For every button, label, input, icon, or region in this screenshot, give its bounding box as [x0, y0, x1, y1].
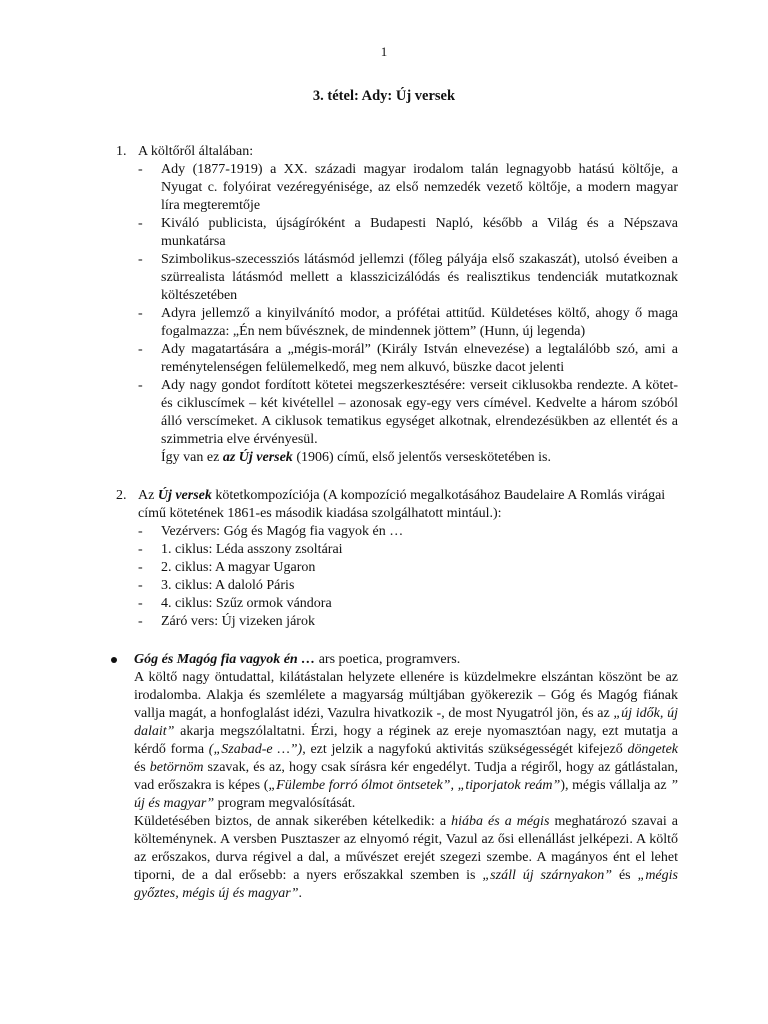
text-run: , ezt jelzik a nagyfokú aktivitás szükségességét kifejező	[302, 742, 628, 757]
text-run: .	[298, 886, 302, 901]
cycle-list	[116, 523, 678, 631]
list-item: - Ady magatartására a „mégis-morál” (Király István elnevezése) a legtalálóbb szó, ami a reménytelenségen felülemelkedő, meg nem alkuvó, büszke dacot jelenti	[116, 341, 678, 377]
italic-quote: „mégis győztes, mégis új és magyar”	[134, 868, 678, 901]
section-composition	[116, 487, 678, 631]
text-run: meghatározó szavai a költeménynek. A versben Pusztaszer az elnyomó régit, Vazul az ősi ellenállást jelképezi. A költő az erőszakos, durva régivel a dal, a művészet erejét szegezi szembe. A magányos ént el lehet tiporni, de a dal erősebb: a nyers erőszakkal szemben is	[134, 814, 678, 883]
italic-quote: betörnöm	[149, 760, 204, 775]
list-item: - Adyra jellemző a kinyilvánító modor, a prófétai attitűd. Küldetéses költő, ahogy ő maga fogalmazza: „Én nem bűvésznek, de mindennek jöttem” (Hunn, új legenda)	[116, 305, 678, 341]
page-number: 1	[380, 44, 388, 59]
list-item: - 4. ciklus: Szűz ormok vándora	[116, 595, 678, 613]
section-heading	[116, 487, 678, 523]
list-item: - Vezérvers: Góg és Magóg fia vagyok én …	[116, 523, 678, 541]
italic-quote: ” új és magyar”	[134, 778, 679, 811]
italic-quote: („Szabad-e …”)	[208, 742, 303, 757]
text-run: A költő nagy öntudattal, kilátástalan helyzete ellenére is küzdelmekre elszántan köszönt be az irodalomba. Alakja és szemlélete a magyarság múltjában gyökerezik – Góg és Magóg fiának vallja magát, a honfoglalást idézi, Vazulra hivatkozik -, de most Nyugatról jön, és az	[134, 670, 678, 721]
text-run: és	[134, 760, 150, 775]
italic-quote: „száll új szárnyakon”	[482, 868, 613, 883]
list-item: - 1. ciklus: Léda asszony zsoltárai	[116, 541, 678, 559]
section-heading	[116, 143, 678, 161]
section-heading-text: A költőről általában:	[138, 144, 254, 159]
section-number: 1.	[116, 144, 127, 159]
poem-title: Góg és Magóg fia vagyok én …	[134, 652, 316, 667]
italic-quote: döngetek	[627, 742, 678, 757]
analysis-paragraph	[111, 813, 678, 903]
book-title: Új versek	[157, 488, 212, 503]
dash-list	[116, 161, 678, 449]
poem-title-suffix: ars poetica, programvers.	[315, 652, 461, 667]
text-run: akarja megszólaltatni. Érzi, hogy a réginek az ereje nyomasztóan nagy, ezt mutatja a kérdő forma	[134, 724, 678, 757]
text-run: Az	[138, 488, 158, 503]
section-poem-analysis	[111, 651, 678, 903]
text-run: Így van ez	[161, 450, 223, 465]
book-title: az Új versek	[222, 450, 293, 465]
text-run: kötetkompozíciója (A kompozíció megalkotásához Baudelaire A Romlás virágai című kötetének 1861-es második kiadása szolgálhatott mintául.):	[138, 488, 666, 521]
bullet-icon	[111, 657, 117, 663]
analysis-paragraph	[111, 669, 678, 813]
text-run: és	[612, 868, 638, 883]
section-about-poet	[116, 143, 678, 467]
document-title: 3. tétel: Ady: Új versek	[312, 88, 456, 104]
poem-heading	[111, 651, 678, 669]
section-closing-line	[116, 449, 678, 467]
italic-quote: „Fülembe forró ólmot öntsetek”, „tiporjatok reám”	[268, 778, 561, 793]
italic-quote: hiába és a mégis	[451, 814, 550, 829]
list-item: - Szimbolikus-szecessziós látásmód jellemzi (főleg pályája első szakaszát), utolsó éveiben a szürrealista látásmód mellett a klasszicizálódás és realisztikus tendenciák mutatkoznak költészetében	[116, 251, 678, 305]
text-run: Küldetésében biztos, de annak sikerében kételkedik: a	[134, 814, 452, 829]
list-item: - Záró vers: Új vizeken járok	[116, 613, 678, 631]
italic-quote: „új idők, új dalait”	[134, 706, 678, 739]
list-item: - 3. ciklus: A daloló Páris	[116, 577, 678, 595]
text-run: (1906) című, első jelentős verseskötetében is.	[292, 450, 551, 465]
list-item: - 2. ciklus: A magyar Ugaron	[116, 559, 678, 577]
text-run: program megvalósítását.	[214, 796, 356, 811]
section-number: 2.	[116, 488, 127, 503]
text-run: ), mégis vállalja az	[560, 778, 671, 793]
list-item: - Kiváló publicista, újságíróként a Budapesti Napló, később a Világ és a Népszava munkatársa	[116, 215, 678, 251]
text-run: szavak, és az, hogy csak sírásra kér engedélyt. Tudja a régiről, hogy az gátlástalan, vad erőszakra is képes (	[134, 760, 678, 793]
list-item: - Ady (1877-1919) a XX. századi magyar irodalom talán legnagyobb hatású költője, a Nyugat c. folyóirat vezéregyénisége, az első nemzedék vezető költője, a modern magyar líra megteremtője	[116, 161, 678, 215]
list-item: - Ady nagy gondot fordított kötetei megszerkesztésére: verseit ciklusokba rendezte. A kötet- és cikluscímek – két kivétellel – azonosak egy-egy vers címével. Kedvelte a három szóból álló verscímeket. A ciklusok tematikus egységet alkotnak, elrendezésükben az ellentét és a szimmetria elve érvényesül.	[116, 377, 678, 449]
